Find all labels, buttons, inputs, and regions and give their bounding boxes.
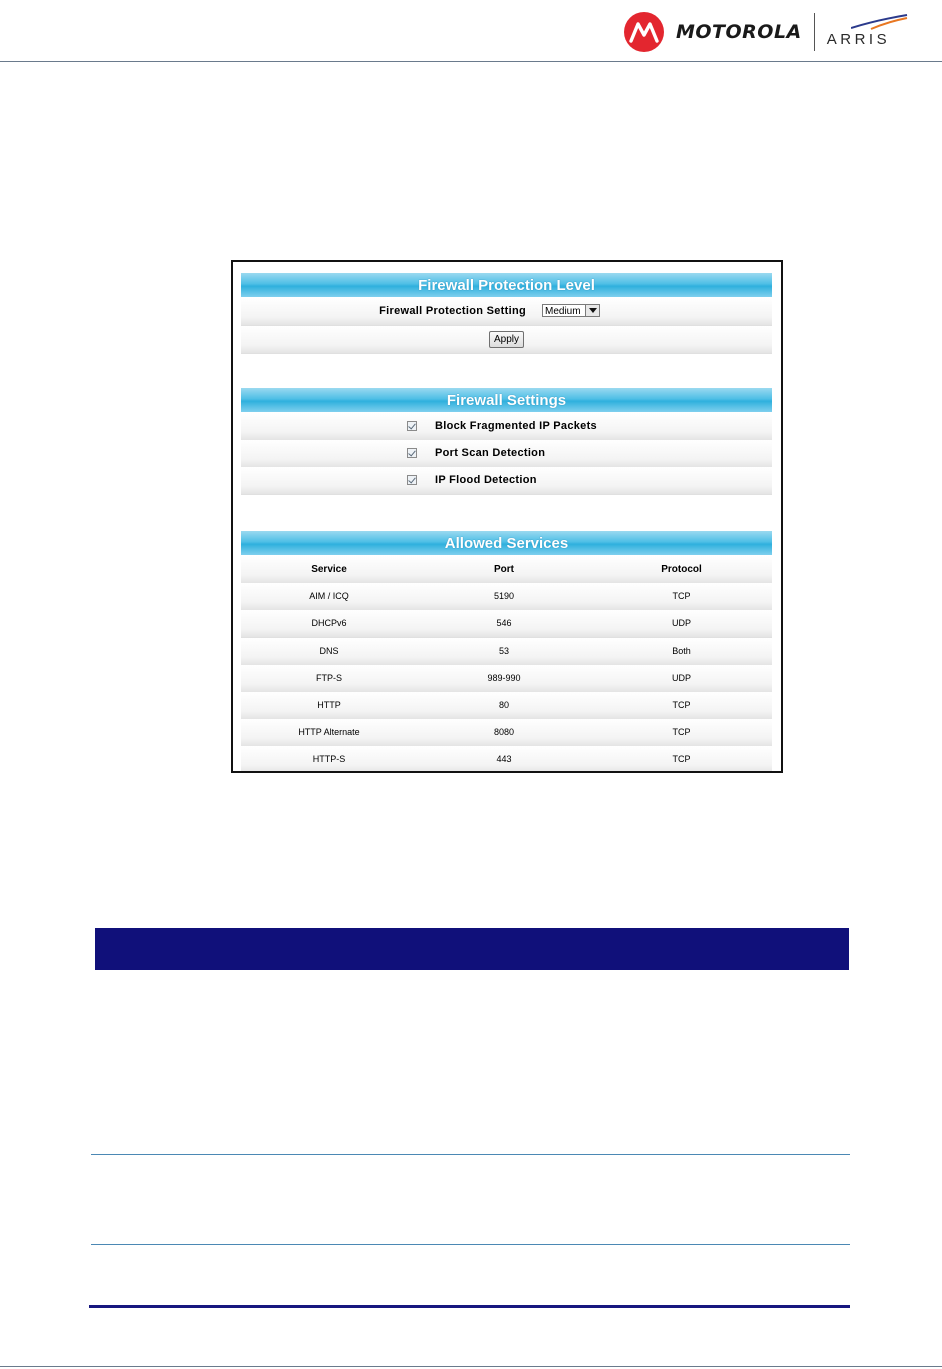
table-row <box>241 583 772 611</box>
footer-rule <box>0 1366 942 1367</box>
table-row <box>241 719 772 747</box>
service-protocol: TCP <box>672 727 691 737</box>
service-name: HTTP <box>317 700 341 710</box>
service-name: DNS <box>319 646 339 656</box>
service-protocol: Both <box>672 646 691 656</box>
block-fragmented-label: Block Fragmented IP Packets <box>435 420 597 432</box>
ip-flood-label: IP Flood Detection <box>435 474 537 486</box>
service-port: 443 <box>496 754 512 764</box>
protection-level-title: Firewall Protection Level <box>241 273 772 297</box>
setting-row-fragmented <box>241 413 772 441</box>
dropdown-arrow-icon[interactable] <box>585 305 599 316</box>
service-name: AIM / ICQ <box>309 591 349 601</box>
setting-row-ip-flood <box>241 467 772 495</box>
brand-divider <box>814 13 815 51</box>
service-port: 546 <box>496 618 512 628</box>
column-header-protocol: Protocol <box>661 564 702 575</box>
firewall-settings-title: Firewall Settings <box>241 388 772 412</box>
table-row <box>241 746 772 773</box>
motorola-wordmark: MOTOROLA <box>676 21 802 43</box>
table-header-bar <box>95 928 849 970</box>
service-port: 80 <box>498 700 509 710</box>
service-protocol: UDP <box>671 673 691 683</box>
service-port: 53 <box>498 646 509 656</box>
column-header-service: Service <box>311 564 347 575</box>
port-scan-checkbox[interactable] <box>407 448 417 458</box>
service-name: DHCPv6 <box>311 618 347 628</box>
column-header-port: Port <box>494 564 514 575</box>
table-row <box>241 692 772 720</box>
table-row <box>241 665 772 693</box>
protection-setting-select[interactable] <box>542 304 600 317</box>
table-row <box>241 638 772 666</box>
port-scan-label: Port Scan Detection <box>435 447 546 459</box>
service-name: HTTP Alternate <box>298 727 360 737</box>
service-name: FTP-S <box>316 673 342 683</box>
table-row <box>241 610 772 638</box>
allowed-services-title: Allowed Services <box>241 531 772 555</box>
setting-row-port-scan <box>241 440 772 468</box>
service-protocol: UDP <box>671 618 691 628</box>
service-port: 5190 <box>493 591 515 601</box>
protection-setting-row <box>241 298 772 326</box>
service-port: 8080 <box>493 727 515 737</box>
brand-logo <box>624 10 911 54</box>
arris-swoosh-icon <box>851 14 909 30</box>
apply-row <box>241 326 772 354</box>
ip-flood-checkbox[interactable] <box>407 475 417 485</box>
table-bottom-rule <box>89 1305 850 1308</box>
separator-line <box>91 1244 850 1245</box>
block-fragmented-checkbox[interactable] <box>407 421 417 431</box>
arris-wordmark: ARRIS <box>826 31 891 48</box>
apply-button[interactable]: Apply <box>489 331 524 348</box>
separator-line <box>91 1154 850 1155</box>
service-protocol: TCP <box>672 754 691 764</box>
protection-setting-label: Firewall Protection Setting <box>379 305 526 317</box>
motorola-m-icon <box>624 12 664 52</box>
service-protocol: TCP <box>672 591 691 601</box>
service-protocol: TCP <box>672 700 691 710</box>
arris-logo <box>827 12 911 52</box>
header-rule <box>0 61 942 62</box>
services-header-row <box>241 556 772 584</box>
protection-setting-value: Medium <box>545 306 581 317</box>
service-port: 989-990 <box>487 673 521 683</box>
service-name: HTTP-S <box>312 754 346 764</box>
firewall-screenshot <box>231 260 783 773</box>
